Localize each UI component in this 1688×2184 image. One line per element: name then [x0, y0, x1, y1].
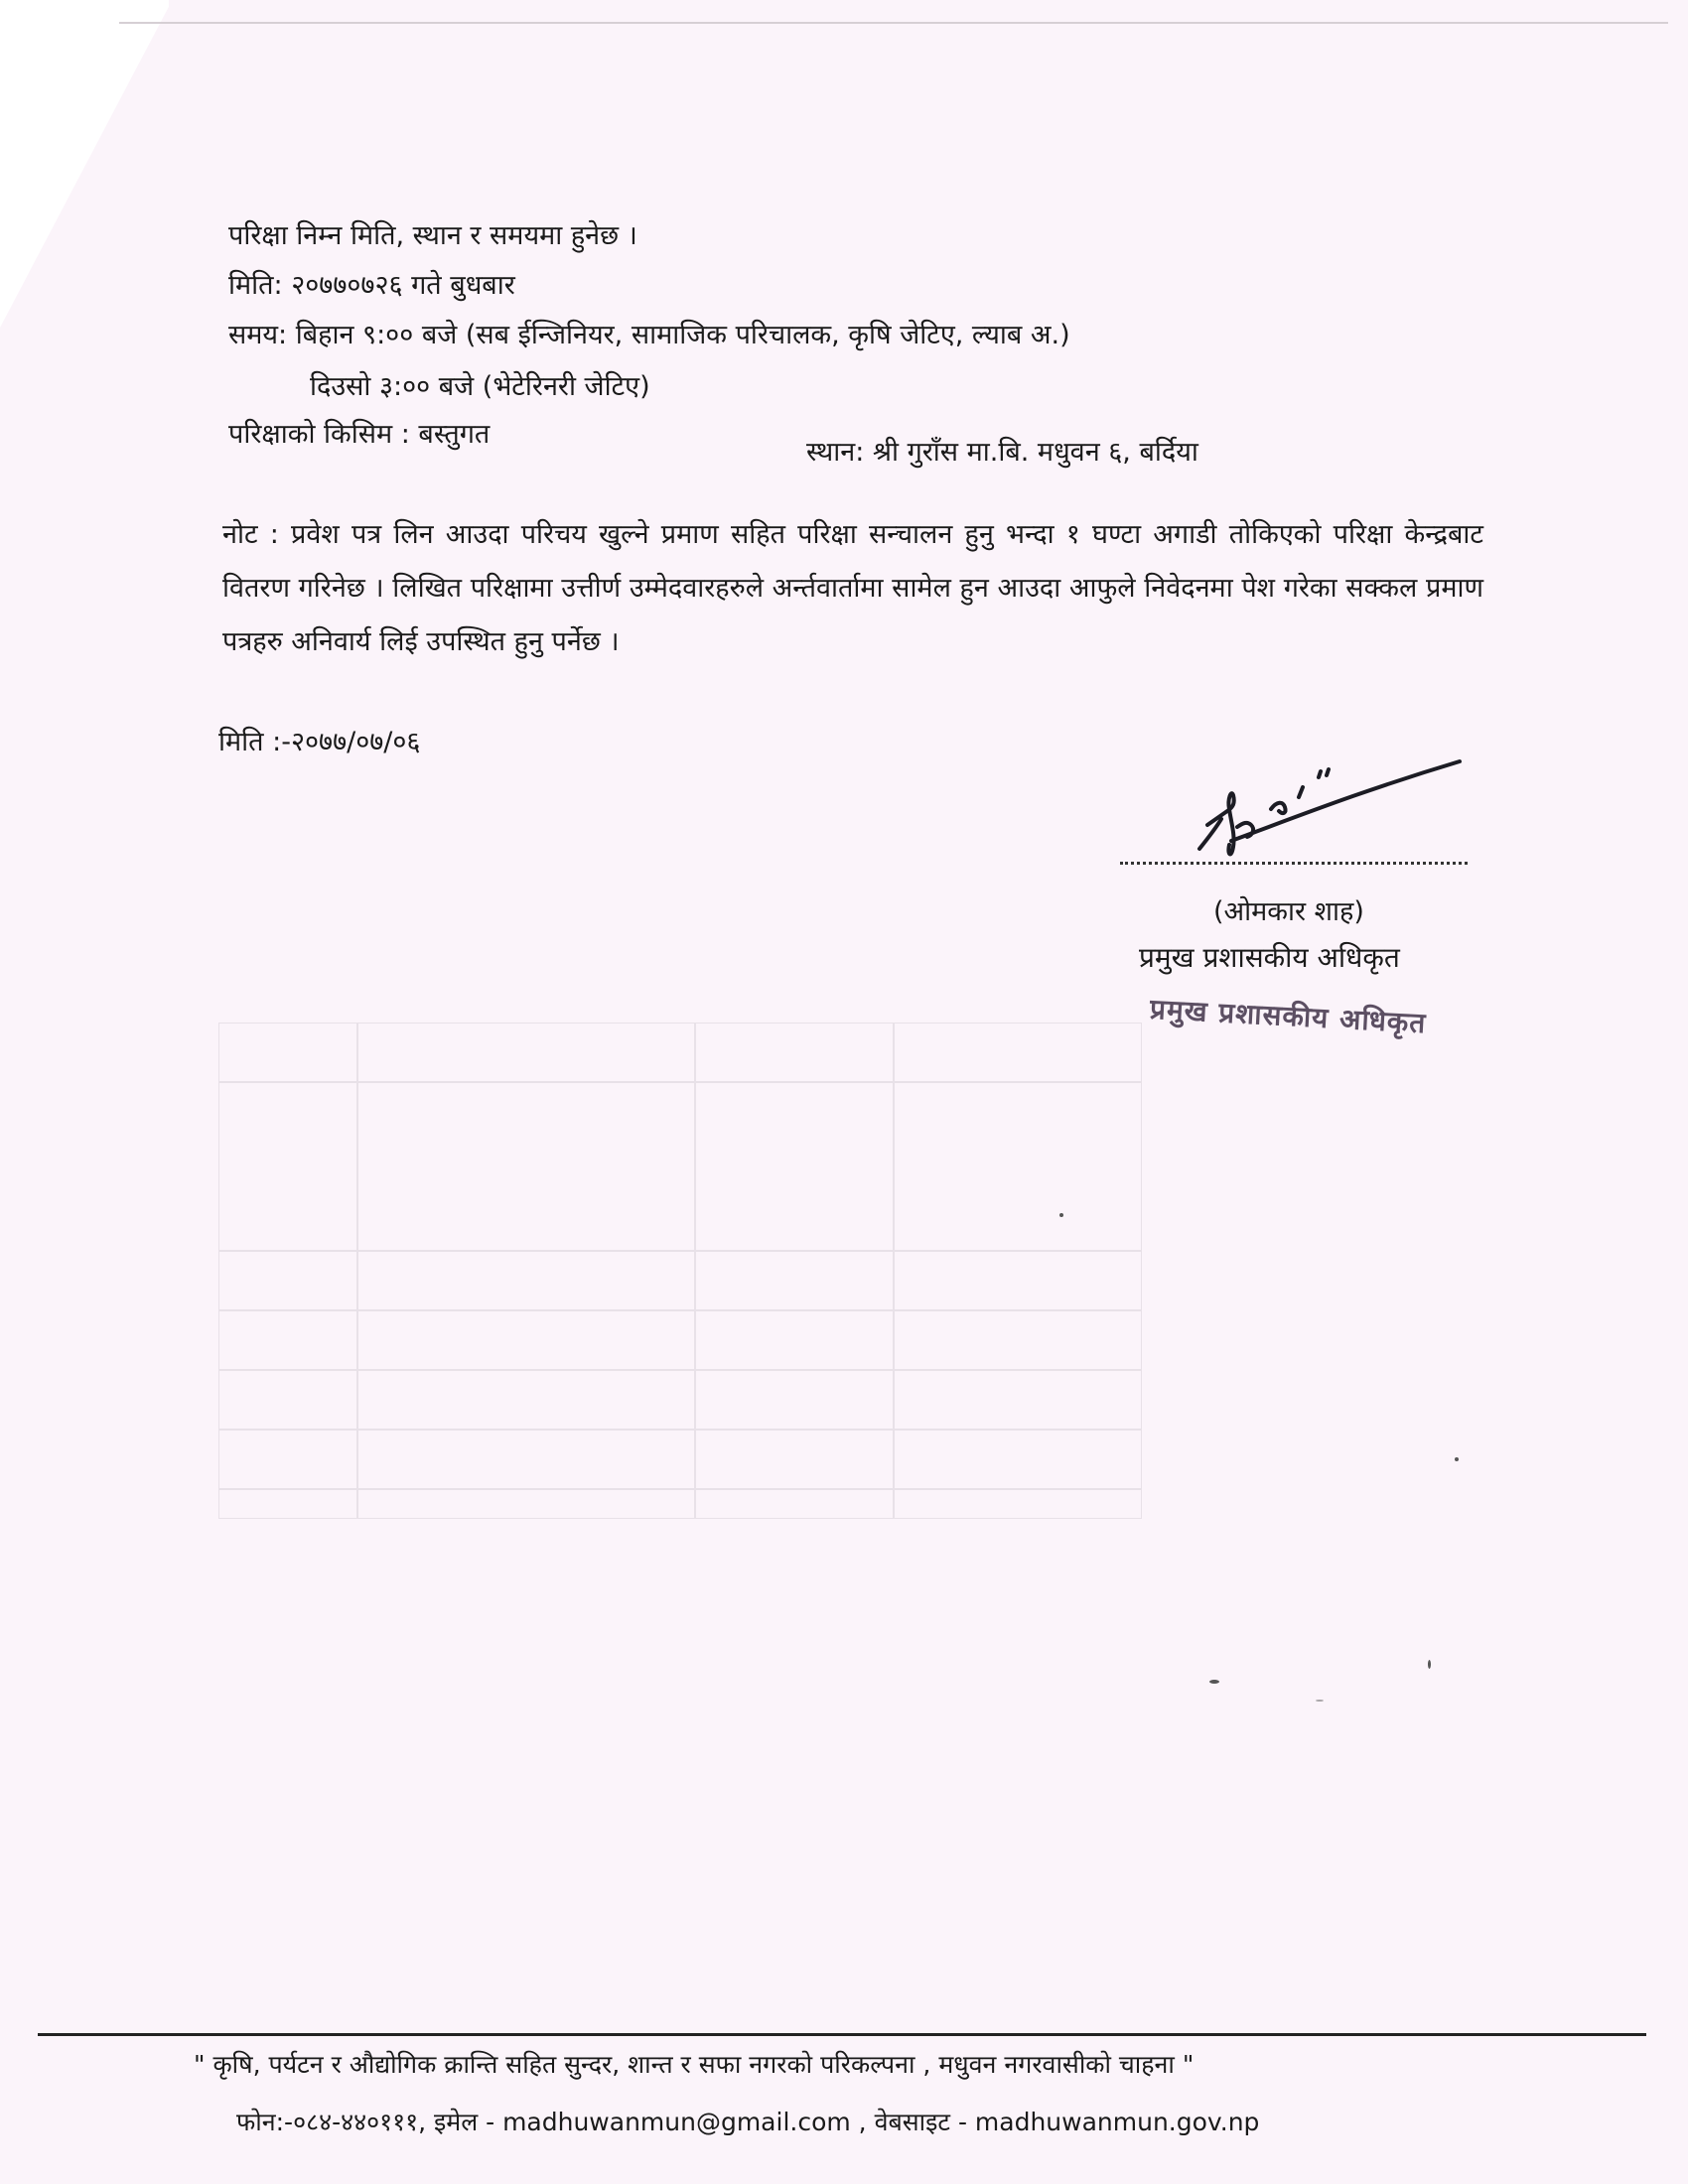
signature-line	[1120, 862, 1468, 865]
speck-mark	[1428, 1660, 1431, 1669]
signatory-title: प्रमुख प्रशासकीय अधिकृत	[1139, 941, 1400, 974]
exam-venue: स्थान: श्री गुराँस मा.बि. मधुवन ६, बर्दिया	[806, 437, 1198, 468]
page-corner-fold	[0, 0, 169, 328]
show-through-table	[218, 1023, 1142, 1519]
issue-date: मिति :-२०७७/०७/०६	[218, 727, 421, 757]
exam-intro: परिक्षा निम्न मिति, स्थान र समयमा हुनेछ ।	[228, 220, 637, 251]
speck-mark	[1455, 1457, 1459, 1461]
exam-time-afternoon: दिउसो ३:०० बजे (भेटेरिनरी जेटिए)	[310, 371, 650, 402]
note-paragraph: नोट : प्रवेश पत्र लिन आउदा परिचय खुल्ने प्रमाण सहित परिक्षा सन्चालन हुनु भन्दा १ घण्टा अगाडी तोकिएको परिक्षा केन्द्रबाट वितरण गरिनेछ । लिखित परिक्षामा उत्तीर्ण उम्मेदवारहरुले अर्न्तवार्तामा सामेल हुन आउदा आफुले निवेदनमा पेश गरेका सक्कल प्रमाण पत्रहरु अनिवार्य लिई उपस्थित हुनु पर्नेछ ।	[222, 519, 1483, 657]
footer-motto: " कृषि, पर्यटन र औद्योगिक क्रान्ति सहित सुन्दर, शान्त र सफा नगरको परिकल्पना , मधुवन नगरवासीको चाहना "	[194, 2050, 1195, 2079]
official-stamp: प्रमुख प्रशासकीय अधिकृत	[1149, 992, 1428, 1040]
footer-contact: फोन:-०८४-४४०१११, इमेल - madhuwanmun@gmail.com , वेबसाइट - madhuwanmun.gov.np	[236, 2108, 1260, 2136]
exam-date: मिति: २०७७०७२६ गते बुधबार	[228, 270, 515, 301]
speck-mark	[1316, 1700, 1324, 1702]
handwritten-signature	[1182, 750, 1479, 869]
footer-rule	[38, 2033, 1646, 2036]
speck-mark	[1209, 1680, 1219, 1684]
signatory-name: (ओमकार शाह)	[1213, 896, 1364, 927]
speck-mark	[1059, 1213, 1063, 1217]
exam-type: परिक्षाको किसिम : बस्तुगत	[228, 419, 491, 450]
exam-time-morning: समय: बिहान ९:०० बजे (सब ईन्जिनियर, सामाजिक परिचालक, कृषि जेटिए, ल्याब अ.)	[228, 320, 1070, 350]
page-top-edge	[119, 22, 1668, 24]
